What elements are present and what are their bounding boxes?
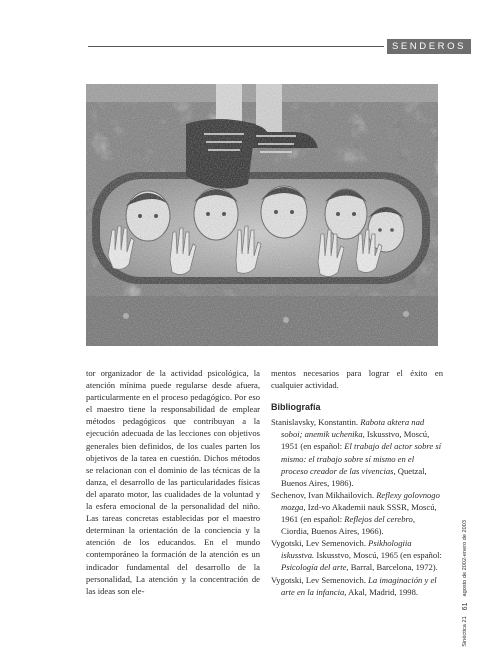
issue-date: agosto de 2002-enero de 2003 [462, 520, 468, 597]
page-number: 61 [461, 602, 469, 611]
right-column-intro: mentos necesarios para lograr el éxito en cualquier actividad. [271, 368, 443, 391]
reference-item: Stanislavsky, Konstantin. Rabota aktera nad soboi; anemik uchenika, Iskusstvo, Moscú, 1951 (en español: El trabajo del actor sobre sí mismo: el trabajo sobre sí mismo en el proceso creador de las vivencias, Quetzal, Buenos Aires, 1986). [271, 417, 442, 488]
reference-item: Sechenov, Ivan Mikhailovich. Reflexy golovnogo mozga, Izd-vo Akademii nauk SSSR, Moscú, 1961 (en español: Reflejos del cerebro, Ciordia, Buenos Aires, 1966). [271, 489, 440, 537]
side-footer [456, 520, 474, 647]
photo-children-window [86, 84, 438, 346]
reference-item: Vygotski, Lev Semenovich. Psikhologiia iskusstva. Iskusstvo, Moscú, 1965 (en español: Psicología del arte, Barral, Barcelona, 1972). [271, 538, 442, 573]
body-text-left-column [86, 367, 260, 597]
body-text-right-column [271, 367, 443, 598]
reference-item: Vygotski, Lev Semenovich. La imaginación y el arte en la infancia, Akal, Madrid, 1998. [271, 574, 437, 597]
left-column-paragraph: tor organizador de la actividad psicológica, la atención mínima puede regularse desde afuera, particularmente en el proceso pedagógico. Por eso el maestro tiene la responsabilidad de emplear métodos pedagógicos que contribuyan a la ejecución adecuada de las lecciones con objetivos generales bien definidos, de los cuales parten los objetivos de la tarea en cuestión. Dichos métodos se relacionan con el dominio de las técnicas de la danza, el desarrollo de las particularidades físicas del aparato motor, las cualidades de la voluntad y la esfera emocional de la personalidad del niño. Las tareas concretas establecidas por el maestro determinan la orientación de la conciencia y la atención de los educandos. En el mundo contemporáneo la formación de la atención es un indicador fundamental del desarrollo de la personalidad, La atención y la concentración de las ideas son ele- [86, 368, 260, 596]
journal-name: Sinéctica 21 [462, 616, 468, 647]
header-rule [88, 46, 384, 47]
section-tag: SENDEROS [387, 39, 471, 54]
bibliography-heading: Bibliografía [271, 402, 321, 413]
